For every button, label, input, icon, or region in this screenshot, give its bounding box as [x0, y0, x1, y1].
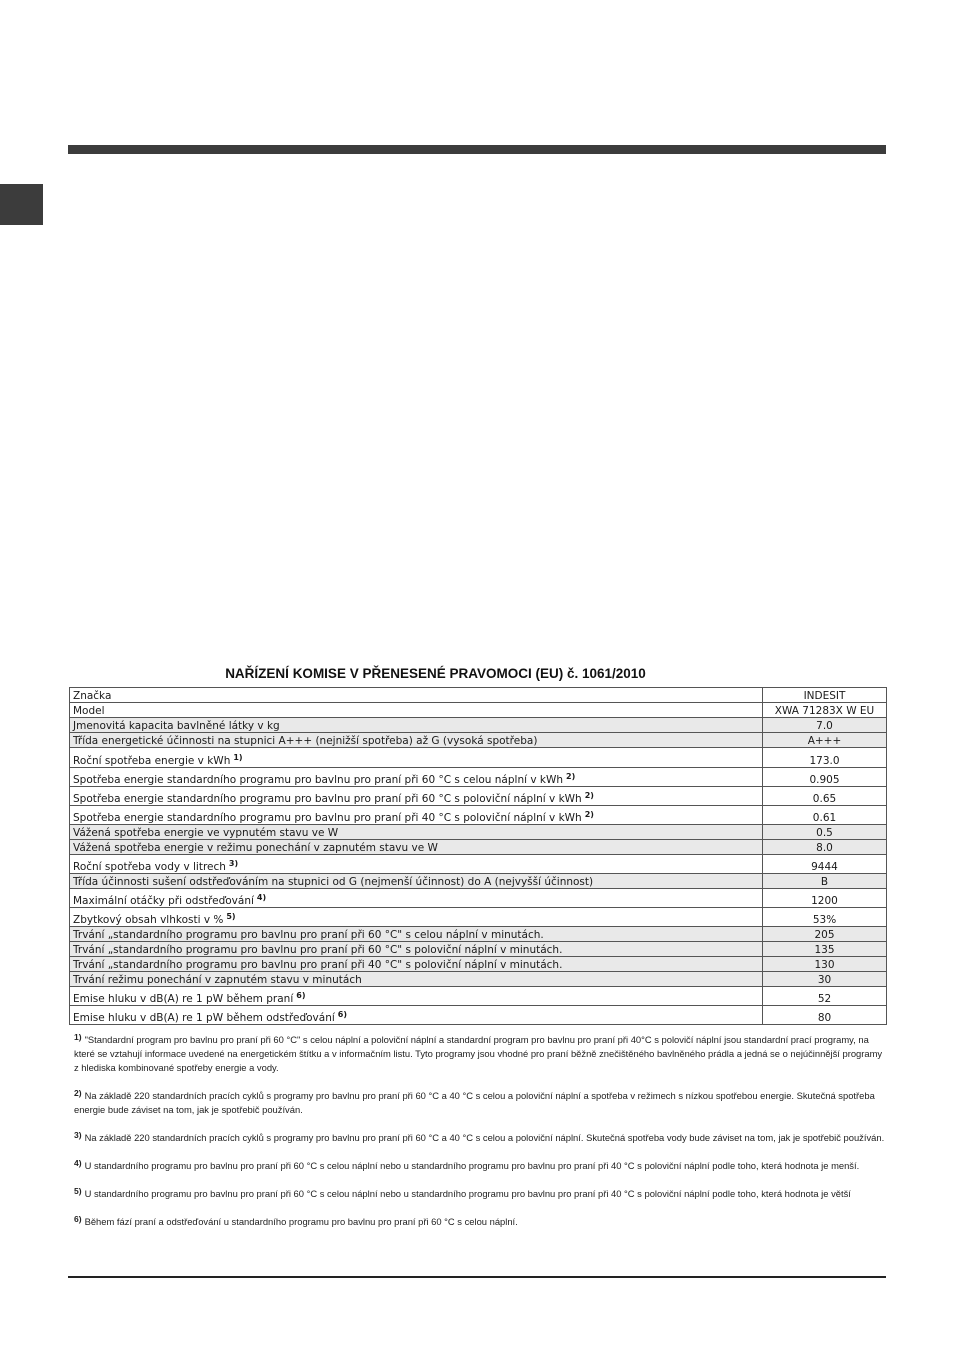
row-label: Spotřeba energie standardního programu pro bavlnu pro praní při 60 °C s poloviční náplní v kWh — [73, 793, 582, 805]
row-label-cell — [70, 855, 763, 874]
row-value: 30 — [763, 972, 887, 987]
row-value: 9444 — [763, 855, 887, 874]
row-label-cell — [70, 748, 763, 768]
row-label: Vážená spotřeba energie ve vypnutém stavu ve W — [73, 827, 339, 839]
row-value: 135 — [763, 942, 887, 957]
row-label: Spotřeba energie standardního programu pro bavlnu pro praní při 40 °C s poloviční náplní v kWh — [73, 812, 582, 824]
footnote — [74, 1156, 886, 1173]
row-label: Spotřeba energie standardního programu pro bavlnu pro praní při 60 °C s celou náplní v kWh — [73, 774, 564, 786]
row-label-cell — [70, 688, 763, 703]
row-label-cell — [70, 957, 763, 972]
row-label-cell — [70, 718, 763, 733]
table-row — [70, 768, 887, 787]
footnote-mark: 1) — [74, 1032, 82, 1042]
footnotes — [74, 1030, 886, 1240]
row-label-cell — [70, 908, 763, 927]
table-row — [70, 688, 887, 703]
table-row — [70, 855, 887, 874]
footnote — [74, 1212, 886, 1229]
row-label: Trvání „standardního programu pro bavlnu pro praní při 60 °C" s celou náplní v minutách. — [73, 929, 544, 941]
row-label: Model — [73, 705, 105, 717]
row-label-cell — [70, 703, 763, 718]
row-label: Značka — [73, 690, 112, 702]
row-label: Emise hluku v dB(A) re 1 pW během odstřeďování — [73, 1012, 335, 1024]
row-label-cell — [70, 806, 763, 825]
footnote-ref: 6) — [296, 991, 306, 1000]
footnote-ref: 1) — [233, 753, 243, 762]
row-value: 130 — [763, 957, 887, 972]
row-label: Roční spotřeba energie v kWh — [73, 755, 231, 767]
footer-rule — [68, 1276, 886, 1278]
row-value: 0.65 — [763, 787, 887, 806]
table-row — [70, 787, 887, 806]
footnote-mark: 3) — [74, 1130, 82, 1140]
footnote — [74, 1184, 886, 1201]
row-label-cell — [70, 825, 763, 840]
footnote-ref: 5) — [226, 912, 236, 921]
section-tab-marker — [0, 184, 43, 225]
footnote-ref: 4) — [256, 893, 267, 902]
footnote — [74, 1128, 886, 1145]
table-row — [70, 840, 887, 855]
row-label: Roční spotřeba vody v litrech — [73, 861, 226, 873]
row-value: 1200 — [763, 889, 887, 908]
table-row — [70, 825, 887, 840]
table-row — [70, 987, 887, 1006]
product-fiche-table — [69, 687, 887, 1025]
table-row — [70, 874, 887, 889]
footnote-text: "Standardní program pro bavlnu pro praní při 60 °C" s celou náplní a poloviční náplní a standardní program pro bavlnu pro praní při 40°C s polovičí náplní jsou standardní prací programy, na které se vztahují informace uvedené na energetickém štítku a v informačním listu. Tyto programy jsou vhodné pro praní běžně znečištěného bavlněného prádla a jedná se o nejúčinnější programy z hlediska kombinované spotřeby energie a vody. — [74, 1034, 883, 1073]
row-value: 53% — [763, 908, 887, 927]
row-value: B — [763, 874, 887, 889]
row-label: Maximální otáčky při odstřeďování — [73, 895, 254, 907]
table-row — [70, 703, 887, 718]
table-row — [70, 957, 887, 972]
row-label-cell — [70, 942, 763, 957]
footnote-ref: 2) — [584, 810, 594, 819]
table-row — [70, 718, 887, 733]
table-row — [70, 972, 887, 987]
row-label-cell — [70, 889, 763, 908]
row-label: Jmenovitá kapacita bavlněné látky v kg — [73, 720, 280, 732]
footnote-text: U standardního programu pro bavlnu pro praní při 60 °C s celou náplní nebo u standardního programu pro bavlnu pro praní při 40 °C s poloviční náplní podle toho, která hodnota je větší — [84, 1188, 851, 1199]
row-value: XWA 71283X W EU — [763, 703, 887, 718]
row-value: 80 — [763, 1006, 887, 1025]
footnote-ref: 6) — [337, 1010, 348, 1019]
row-label-cell — [70, 972, 763, 987]
row-value: 0.5 — [763, 825, 887, 840]
table-title: NAŘÍZENÍ KOMISE V PŘENESENÉ PRAVOMOCI (EU) č. 1061/2010 — [225, 666, 646, 681]
table-row — [70, 908, 887, 927]
row-value: 8.0 — [763, 840, 887, 855]
row-value: 0.905 — [763, 768, 887, 787]
row-label: Emise hluku v dB(A) re 1 pW během praní — [73, 993, 294, 1005]
footnote-text: U standardního programu pro bavlnu pro praní při 60 °C s celou náplní nebo u standardního programu pro bavlnu pro praní při 40 °C s poloviční náplní podle toho, která hodnota je menší. — [84, 1160, 860, 1171]
header-rule — [68, 145, 886, 154]
row-value: 52 — [763, 987, 887, 1006]
row-value: A+++ — [763, 733, 887, 748]
row-label: Třída energetické účinnosti na stupnici A+++ (nejnižší spotřeba) až G (vysoká spotřeba) — [73, 735, 538, 747]
footnote-mark: 4) — [74, 1158, 82, 1168]
row-label: Vážená spotřeba energie v režimu ponechání v zapnutém stavu ve W — [73, 842, 438, 854]
row-label-cell — [70, 987, 763, 1006]
row-value: INDESIT — [763, 688, 887, 703]
row-label-cell — [70, 787, 763, 806]
footnote-ref: 2) — [584, 791, 594, 800]
footnote-mark: 6) — [74, 1214, 82, 1224]
row-label-cell — [70, 1006, 763, 1025]
table-row — [70, 942, 887, 957]
footnote-ref: 3) — [228, 859, 239, 868]
row-value: 0.61 — [763, 806, 887, 825]
footnote-ref: 2) — [566, 772, 576, 781]
row-value: 205 — [763, 927, 887, 942]
row-label-cell — [70, 840, 763, 855]
footnote-text: Na základě 220 standardních pracích cyklů s programy pro bavlnu pro praní při 60 °C a 40 °C s celou a poloviční náplní a spotřeba v režimech s nízkou spotřebou energie. Skutečná spotřeba energie bude záviset na tom, jak je spotřebič používán. — [74, 1090, 875, 1115]
table-row — [70, 806, 887, 825]
table-row — [70, 748, 887, 768]
row-label: Třída účinnosti sušení odstřeďováním na stupnici od G (nejmenší účinnost) do A (nejvyšší účinnost) — [73, 876, 594, 888]
row-label-cell — [70, 768, 763, 787]
row-value: 7.0 — [763, 718, 887, 733]
row-label-cell — [70, 927, 763, 942]
footnote-mark: 5) — [74, 1186, 82, 1196]
row-label: Trvání „standardního programu pro bavlnu pro praní při 60 °C" s poloviční náplní v minutách. — [73, 944, 563, 956]
footnote-text: Na základě 220 standardních pracích cyklů s programy pro bavlnu pro praní při 60 °C a 40 °C s celou a poloviční náplní. Skutečná spotřeba vody bude záviset na tom, jak je spotřebič používán. — [84, 1132, 885, 1143]
row-label: Trvání režimu ponechání v zapnutém stavu v minutách — [73, 974, 362, 986]
row-label: Zbytkový obsah vlhkosti v % — [73, 914, 224, 926]
table-row — [70, 927, 887, 942]
row-value: 173.0 — [763, 748, 887, 768]
footnote — [74, 1086, 886, 1117]
footnote — [74, 1030, 886, 1075]
row-label: Trvání „standardního programu pro bavlnu pro praní při 40 °C" s poloviční náplní v minutách. — [73, 959, 563, 971]
row-label-cell — [70, 733, 763, 748]
table-row — [70, 1006, 887, 1025]
footnote-mark: 2) — [74, 1088, 82, 1098]
row-label-cell — [70, 874, 763, 889]
table-row — [70, 889, 887, 908]
table-row — [70, 733, 887, 748]
footnote-text: Během fází praní a odstřeďování u standardního programu pro bavlnu pro praní při 60 °C s celou náplní. — [84, 1216, 518, 1227]
